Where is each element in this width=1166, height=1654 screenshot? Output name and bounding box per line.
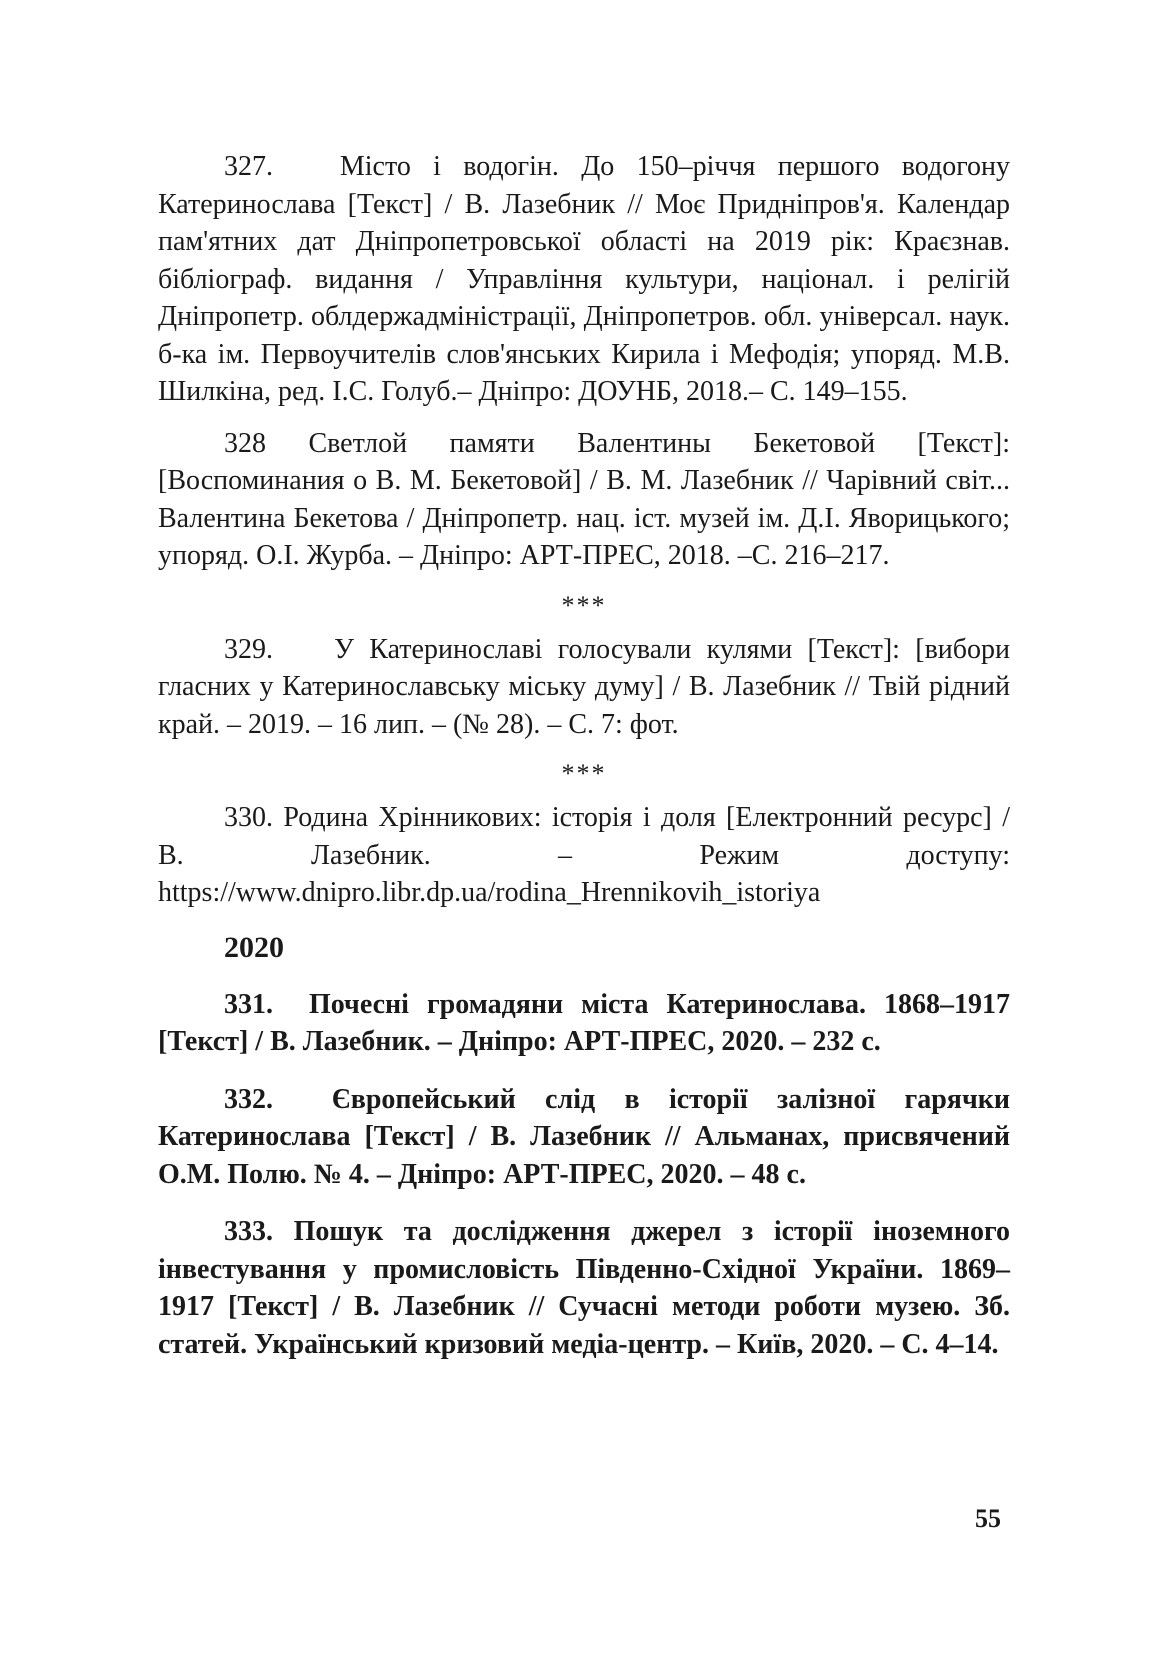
section-separator: *** <box>561 590 607 620</box>
entry-number: 327. <box>224 151 273 182</box>
entry-text: Європейський слід в історії залізної гарячки Катеринослава [Текст] / В. Лазебник // Альманах, присвячений О.М. Полю. № 4. – Дніпро: АРТ-ПРЕС, 2020. – 48 с. <box>158 1083 1011 1190</box>
bibliography-entry-333 <box>158 1213 1010 1363</box>
page-number: 55 <box>975 1504 1001 1533</box>
entry-number: 329. <box>224 633 273 665</box>
entry-number: 331. <box>224 988 273 1020</box>
entry-number: 328 <box>224 427 266 459</box>
section-separator: *** <box>561 759 607 788</box>
entry-number: 332. <box>224 1083 273 1115</box>
bibliography-entry-327 <box>158 148 1010 411</box>
bibliography-entry-330 <box>158 799 1010 912</box>
entry-text: Місто і водогін. До 150–річчя першого водогону Катеринослава [Текст] / В. Лазебник // Моє Придніпров'я. Календар пам'ятних дат Дніпропетровської області на 2019 рік: Краєзнав. бібліограф. видання / Управління культури, націонал. і релігій Дніпропетр. облдержадміністрації, Дніпропетров. обл. універсал. наук. б-ка ім. Первоучителів слов'янських Кирила і Мефодія; упоряд. М.В. Шилкіна, ред. І.С. Голуб.– Дніпро: ДОУНБ, 2018.– С. 149–155. <box>158 151 1011 407</box>
year-heading: 2020 <box>224 930 284 964</box>
entry-text: Пошук та дослідження джерел з історії іноземного інвестування у промисловість Південно-Східної України. 1869–1917 [Текст] / В. Лазебник // Сучасні методи роботи музею. Зб. статей. Український кризовий медіа-центр. – Київ, 2020. – С. 4–14. <box>158 1216 1010 1360</box>
bibliography-entry-328 <box>158 425 1010 575</box>
bibliography-entry-331 <box>158 986 1010 1061</box>
bibliography-entry-332 <box>158 1081 1010 1194</box>
entry-number: 333. <box>224 1216 273 1247</box>
bibliography-entry-329 <box>158 631 1010 744</box>
page-content <box>158 148 1010 1383</box>
entry-text: Почесні громадяни міста Катеринослава. 1868–1917 [Текст] / В. Лазебник. – Дніпро: АРТ-ПРЕС, 2020. – 232 с. <box>158 988 1011 1057</box>
entry-text: У Катеринославі голосували кулями [Текст]: [вибори гласних у Катеринославську міську думу] / В. Лазебник // Твій рідний край. – 2019. – 16 лип. – (№ 28). – С. 7: фот. <box>158 633 1011 740</box>
entry-text: Светлой памяти Валентины Бекетовой [Текст]: [Воспоминания о В. М. Бекетовой] / В. М. Лазебник // Чарівний світ... Валентина Бекетова / Дніпропетр. нац. іст. музей ім. Д.І. Яворицького; упоряд. О.І. Журба. – Дніпро: АРТ-ПРЕС, 2018. –С. 216–217. <box>158 427 1010 571</box>
entry-text: Родина Хрінникових: історія і доля [Електронний ресурс] / В. Лазебник. – Режим доступу: https://www.dnipro.libr.dp.ua/rodina_Hrennikovih_istoriya <box>158 802 1010 908</box>
entry-number: 330. <box>224 802 273 833</box>
